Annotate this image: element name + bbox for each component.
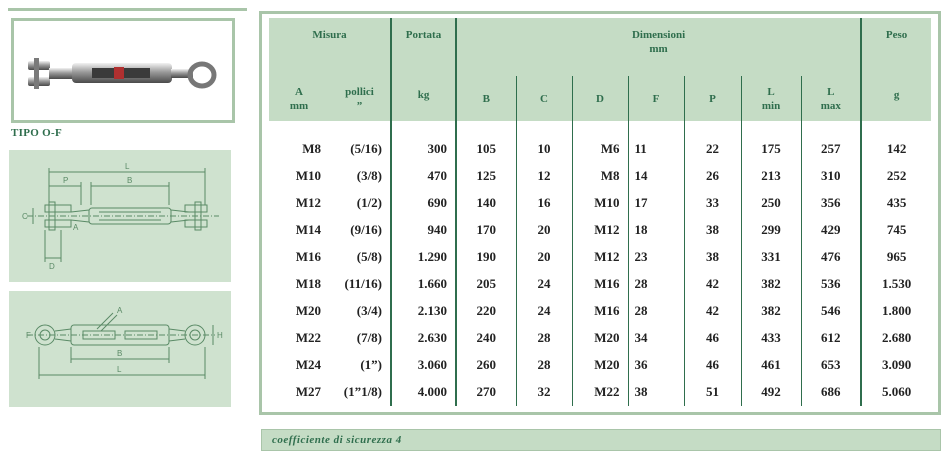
cell-d: M8 bbox=[572, 162, 628, 189]
cell-b: 240 bbox=[456, 325, 516, 352]
turnbuckle-photo-image bbox=[14, 21, 232, 120]
dim-label-l: L bbox=[125, 162, 130, 171]
cell-lmax: 686 bbox=[801, 379, 861, 406]
cell-lmin: 461 bbox=[741, 352, 801, 379]
col-header-a bbox=[269, 76, 329, 121]
spec-table bbox=[269, 18, 931, 406]
cell-inches: (1”1/8) bbox=[329, 379, 391, 406]
cell-load: 1.660 bbox=[391, 270, 456, 297]
top-divider bbox=[8, 8, 247, 11]
col-header-portata bbox=[391, 18, 456, 121]
cell-lmax: 536 bbox=[801, 270, 861, 297]
cell-lmax: 429 bbox=[801, 216, 861, 243]
cell-inches: (3/4) bbox=[329, 298, 391, 325]
cell-size: M20 bbox=[295, 303, 321, 319]
cell-p: 38 bbox=[684, 216, 741, 243]
cell-load: 690 bbox=[391, 189, 456, 216]
cell-size: M16 bbox=[295, 248, 321, 264]
col-header-pollici bbox=[329, 76, 391, 121]
cell-f: 17 bbox=[628, 189, 684, 216]
cell-f: 38 bbox=[628, 379, 684, 406]
col-header-portata-label: Portata bbox=[405, 29, 442, 41]
cell-lmax: 310 bbox=[801, 162, 861, 189]
cell-p: 42 bbox=[684, 270, 741, 297]
cell-weight: 5.060 bbox=[881, 384, 912, 400]
table-row bbox=[269, 298, 931, 325]
col-header-lmax-unit: max bbox=[820, 99, 841, 112]
col-header-lmin-unit: min bbox=[761, 99, 781, 112]
cell-d: M16 bbox=[572, 298, 628, 325]
cell-size: M10 bbox=[295, 167, 321, 183]
cell-lmax: 653 bbox=[801, 352, 861, 379]
cell-size: M14 bbox=[295, 221, 321, 237]
cell-lmin: 492 bbox=[741, 379, 801, 406]
table-row bbox=[269, 243, 931, 270]
cell-load: 2.130 bbox=[391, 298, 456, 325]
cell-lmin: 382 bbox=[741, 270, 801, 297]
cell-load: 3.060 bbox=[391, 352, 456, 379]
cell-load: 470 bbox=[391, 162, 456, 189]
col-header-lmin-label: L bbox=[767, 85, 775, 98]
cell-lmax: 546 bbox=[801, 298, 861, 325]
cell-b: 125 bbox=[456, 162, 516, 189]
cell-size: M12 bbox=[295, 194, 321, 210]
cell-p: 51 bbox=[684, 379, 741, 406]
cell-size: M8 bbox=[302, 140, 321, 156]
cell-p: 33 bbox=[684, 189, 741, 216]
dim-label-h: H bbox=[217, 331, 223, 340]
cell-b: 220 bbox=[456, 298, 516, 325]
cell-f: 18 bbox=[628, 216, 684, 243]
cell-f: 28 bbox=[628, 270, 684, 297]
cell-c: 20 bbox=[516, 243, 572, 270]
spec-table-body bbox=[269, 121, 931, 406]
cell-inches: (5/8) bbox=[329, 243, 391, 270]
cell-weight: 435 bbox=[886, 194, 907, 210]
dim-label-d: D bbox=[49, 262, 55, 271]
cell-c: 28 bbox=[516, 352, 572, 379]
cell-lmin: 299 bbox=[741, 216, 801, 243]
type-label: TIPO O-F bbox=[11, 127, 62, 139]
cell-b: 260 bbox=[456, 352, 516, 379]
dim-label-c: C bbox=[22, 212, 28, 221]
cell-weight: 1.530 bbox=[881, 276, 912, 292]
col-header-a-unit: mm bbox=[289, 99, 309, 112]
cell-load: 940 bbox=[391, 216, 456, 243]
dim-label-p: P bbox=[63, 176, 69, 185]
cell-d: M16 bbox=[572, 270, 628, 297]
cell-d: M20 bbox=[572, 325, 628, 352]
col-header-peso-unit: g bbox=[893, 89, 900, 101]
cell-lmin: 250 bbox=[741, 189, 801, 216]
col-header-p: P bbox=[684, 76, 741, 121]
cell-p: 46 bbox=[684, 352, 741, 379]
cell-d: M6 bbox=[572, 121, 628, 162]
cell-c: 24 bbox=[516, 270, 572, 297]
table-row bbox=[269, 216, 931, 243]
cell-inches: (9/16) bbox=[329, 216, 391, 243]
cell-c: 12 bbox=[516, 162, 572, 189]
col-header-pollici-unit: ” bbox=[356, 99, 363, 112]
cell-lmin: 213 bbox=[741, 162, 801, 189]
dim-label-a: A bbox=[73, 223, 79, 232]
cell-lmin: 175 bbox=[741, 121, 801, 162]
cell-inches: (11/16) bbox=[329, 270, 391, 297]
col-header-portata-unit: kg bbox=[417, 89, 430, 101]
cell-lmax: 356 bbox=[801, 189, 861, 216]
col-header-pollici-label: pollici bbox=[345, 85, 374, 98]
cell-d: M10 bbox=[572, 189, 628, 216]
cell-p: 42 bbox=[684, 298, 741, 325]
col-header-c: C bbox=[516, 76, 572, 121]
cell-size: M27 bbox=[295, 384, 321, 400]
cell-f: 23 bbox=[628, 243, 684, 270]
cell-inches: (7/8) bbox=[329, 325, 391, 352]
cell-load: 1.290 bbox=[391, 243, 456, 270]
cell-load: 300 bbox=[391, 121, 456, 162]
cell-inches: (5/16) bbox=[329, 121, 391, 162]
cell-b: 140 bbox=[456, 189, 516, 216]
col-header-misura: Misura bbox=[269, 18, 391, 76]
cell-b: 190 bbox=[456, 243, 516, 270]
cell-weight: 2.680 bbox=[881, 330, 912, 346]
col-header-lmin bbox=[741, 76, 801, 121]
col-header-f: F bbox=[628, 76, 684, 121]
cell-weight: 252 bbox=[886, 167, 907, 183]
safety-factor-text: coefficiente di sicurezza 4 bbox=[272, 434, 402, 446]
cell-f: 11 bbox=[628, 121, 684, 162]
cell-p: 22 bbox=[684, 121, 741, 162]
cell-c: 28 bbox=[516, 325, 572, 352]
cell-f: 14 bbox=[628, 162, 684, 189]
table-row bbox=[269, 270, 931, 297]
cell-b: 170 bbox=[456, 216, 516, 243]
cell-weight: 965 bbox=[886, 248, 907, 264]
col-header-dimensioni-unit: mm bbox=[649, 43, 668, 55]
dim-label-a2: A bbox=[117, 306, 123, 315]
cell-inches: (1/2) bbox=[329, 189, 391, 216]
cell-lmin: 433 bbox=[741, 325, 801, 352]
table-row bbox=[269, 189, 931, 216]
col-header-peso-label: Peso bbox=[885, 29, 908, 41]
cell-lmax: 257 bbox=[801, 121, 861, 162]
col-header-b: B bbox=[456, 76, 516, 121]
eye-eye-technical-drawing bbox=[9, 291, 231, 407]
cell-size: M18 bbox=[295, 276, 321, 292]
col-header-dimensioni-label: Dimensioni bbox=[631, 29, 686, 41]
cell-weight: 1.800 bbox=[881, 303, 912, 319]
cell-load: 2.630 bbox=[391, 325, 456, 352]
table-row bbox=[269, 121, 931, 162]
cell-b: 105 bbox=[456, 121, 516, 162]
table-row bbox=[269, 162, 931, 189]
col-header-lmax bbox=[801, 76, 861, 121]
cell-d: M22 bbox=[572, 379, 628, 406]
col-header-peso bbox=[861, 18, 931, 121]
cell-lmin: 331 bbox=[741, 243, 801, 270]
cell-c: 24 bbox=[516, 298, 572, 325]
cell-lmax: 612 bbox=[801, 325, 861, 352]
cell-d: M20 bbox=[572, 352, 628, 379]
cell-c: 16 bbox=[516, 189, 572, 216]
cell-weight: 142 bbox=[886, 140, 907, 156]
cell-d: M12 bbox=[572, 243, 628, 270]
cell-p: 38 bbox=[684, 243, 741, 270]
cell-size: M22 bbox=[295, 330, 321, 346]
dim-label-l2: L bbox=[117, 365, 122, 374]
cell-p: 26 bbox=[684, 162, 741, 189]
cell-weight: 745 bbox=[886, 221, 907, 237]
cell-lmax: 476 bbox=[801, 243, 861, 270]
dim-label-f: F bbox=[26, 331, 31, 340]
cell-p: 46 bbox=[684, 325, 741, 352]
cell-c: 32 bbox=[516, 379, 572, 406]
spec-table-panel bbox=[259, 11, 941, 415]
cell-inches: (1”) bbox=[329, 352, 391, 379]
cell-f: 28 bbox=[628, 298, 684, 325]
cell-b: 205 bbox=[456, 270, 516, 297]
dim-label-b: B bbox=[127, 176, 133, 185]
col-header-dimensioni bbox=[456, 18, 861, 76]
cell-d: M12 bbox=[572, 216, 628, 243]
cell-b: 270 bbox=[456, 379, 516, 406]
cell-inches: (3/8) bbox=[329, 162, 391, 189]
cell-load: 4.000 bbox=[391, 379, 456, 406]
table-row bbox=[269, 352, 931, 379]
dim-label-b2: B bbox=[117, 349, 123, 358]
cell-size: M24 bbox=[295, 357, 321, 373]
fork-eye-technical-drawing bbox=[9, 150, 231, 282]
cell-weight: 3.090 bbox=[881, 357, 912, 373]
cell-f: 36 bbox=[628, 352, 684, 379]
col-header-a-label: A bbox=[295, 85, 303, 98]
table-row bbox=[269, 325, 931, 352]
cell-c: 10 bbox=[516, 121, 572, 162]
cell-f: 34 bbox=[628, 325, 684, 352]
cell-c: 20 bbox=[516, 216, 572, 243]
col-header-d: D bbox=[572, 76, 628, 121]
safety-factor-note bbox=[261, 429, 941, 451]
table-row bbox=[269, 379, 931, 406]
product-photo bbox=[11, 18, 235, 123]
col-header-lmax-label: L bbox=[827, 85, 835, 98]
cell-lmin: 382 bbox=[741, 298, 801, 325]
